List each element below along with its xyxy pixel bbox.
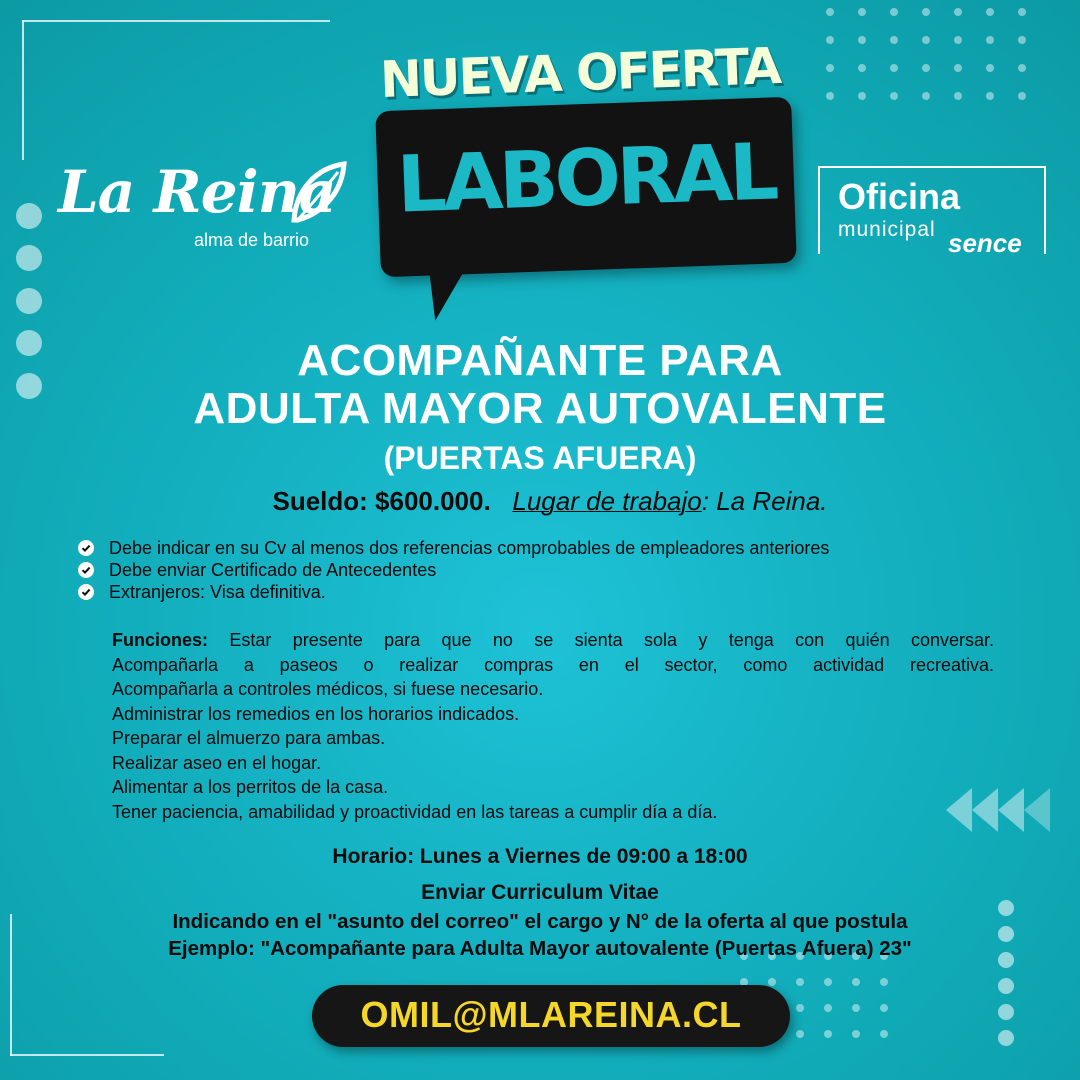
decor-dot: [16, 288, 42, 314]
functions-line: Preparar el almuerzo para ambas.: [112, 728, 386, 748]
frame-line-left-top: [22, 20, 24, 160]
location-label: Lugar de trabajo: [512, 486, 702, 516]
functions-line: Alimentar a los perritos de la casa.: [112, 777, 389, 797]
job-title-line1: ACOMPAÑANTE PARA: [297, 336, 783, 385]
frame-line-bottom-left: [10, 1054, 164, 1056]
decor-dot: [998, 978, 1014, 994]
logo-name: La Reina: [58, 158, 336, 226]
dot-grid-top-right: [826, 8, 1050, 120]
list-item: [78, 537, 1018, 559]
functions-line: Acompañarla a controles médicos, si fuese necesario.: [112, 679, 544, 699]
speech-bubble-tail: [427, 249, 479, 321]
decor-dot: [16, 245, 42, 271]
functions-line: Funciones: Estar presente para que no se sienta sola y tenga con quién conversar.: [112, 630, 994, 650]
apply-line3: Ejemplo: "Acompañante para Adulta Mayor autovalente (Puertas Afuera) 23": [168, 937, 912, 960]
functions-line: Realizar aseo en el hogar.: [112, 752, 322, 773]
location-value: : La Reina.: [701, 486, 828, 516]
apply-line2: Indicando en el "asunto del correo" el cargo y N° de la oferta al que postula: [172, 910, 908, 933]
check-icon: [78, 584, 94, 600]
functions-line: Acompañarla a paseos o realizar compras en el sector, como actividad recreativa.: [112, 654, 994, 675]
functions-label: Funciones:: [112, 630, 209, 650]
functions-block: [112, 628, 994, 824]
schedule-text: Horario: Lunes a Viernes de 09:00 a 18:00: [332, 845, 748, 868]
logo-sence: sence: [948, 228, 1022, 258]
check-icon: [78, 562, 94, 578]
oficina-municipal-logo: [818, 166, 1046, 258]
logo-municipal: municipal: [838, 218, 936, 241]
list-item: [78, 581, 1018, 603]
requirement-text: Debe indicar en su Cv al menos dos referencias comprobables de empleadores anteriores: [109, 537, 830, 558]
leaf-icon: [286, 160, 350, 230]
requirements-list: [78, 537, 1018, 603]
functions-line: Tener paciencia, amabilidad y proactividad en las tareas a cumplir día a día.: [112, 801, 718, 822]
list-item: [78, 559, 1018, 581]
decor-dot: [16, 203, 42, 229]
frame-line-top-left: [22, 20, 330, 22]
decor-dot: [998, 1004, 1014, 1020]
salary-line: [10, 486, 1080, 517]
functions-line: Administrar los remedios en los horarios indicados.: [112, 703, 520, 724]
salary-label: Sueldo: $600.000.: [272, 486, 491, 516]
decor-dot: [998, 1030, 1014, 1046]
logo-tagline: alma de barrio: [194, 230, 310, 250]
job-title-line2: ADULTA MAYOR AUTOVALENTE: [193, 384, 887, 433]
frame-line-left-bottom: [10, 914, 12, 1056]
requirement-text: Extranjeros: Visa definitiva.: [109, 581, 326, 602]
title-nueva-oferta: NUEVA OFERTA: [379, 37, 781, 109]
title-laboral: LABORAL: [395, 127, 777, 231]
check-icon: [78, 540, 94, 556]
la-reina-logo: [58, 158, 348, 248]
email-address[interactable]: OMIL@MLAREINA.CL: [360, 994, 742, 1035]
job-subtitle: (PUERTAS AFUERA): [383, 440, 697, 476]
chevrons-left-icon: [946, 788, 1050, 832]
requirement-text: Debe enviar Certificado de Antecedentes: [109, 559, 437, 580]
logo-oficina: Oficina: [838, 176, 961, 217]
apply-line1: Enviar Curriculum Vitae: [421, 881, 659, 904]
